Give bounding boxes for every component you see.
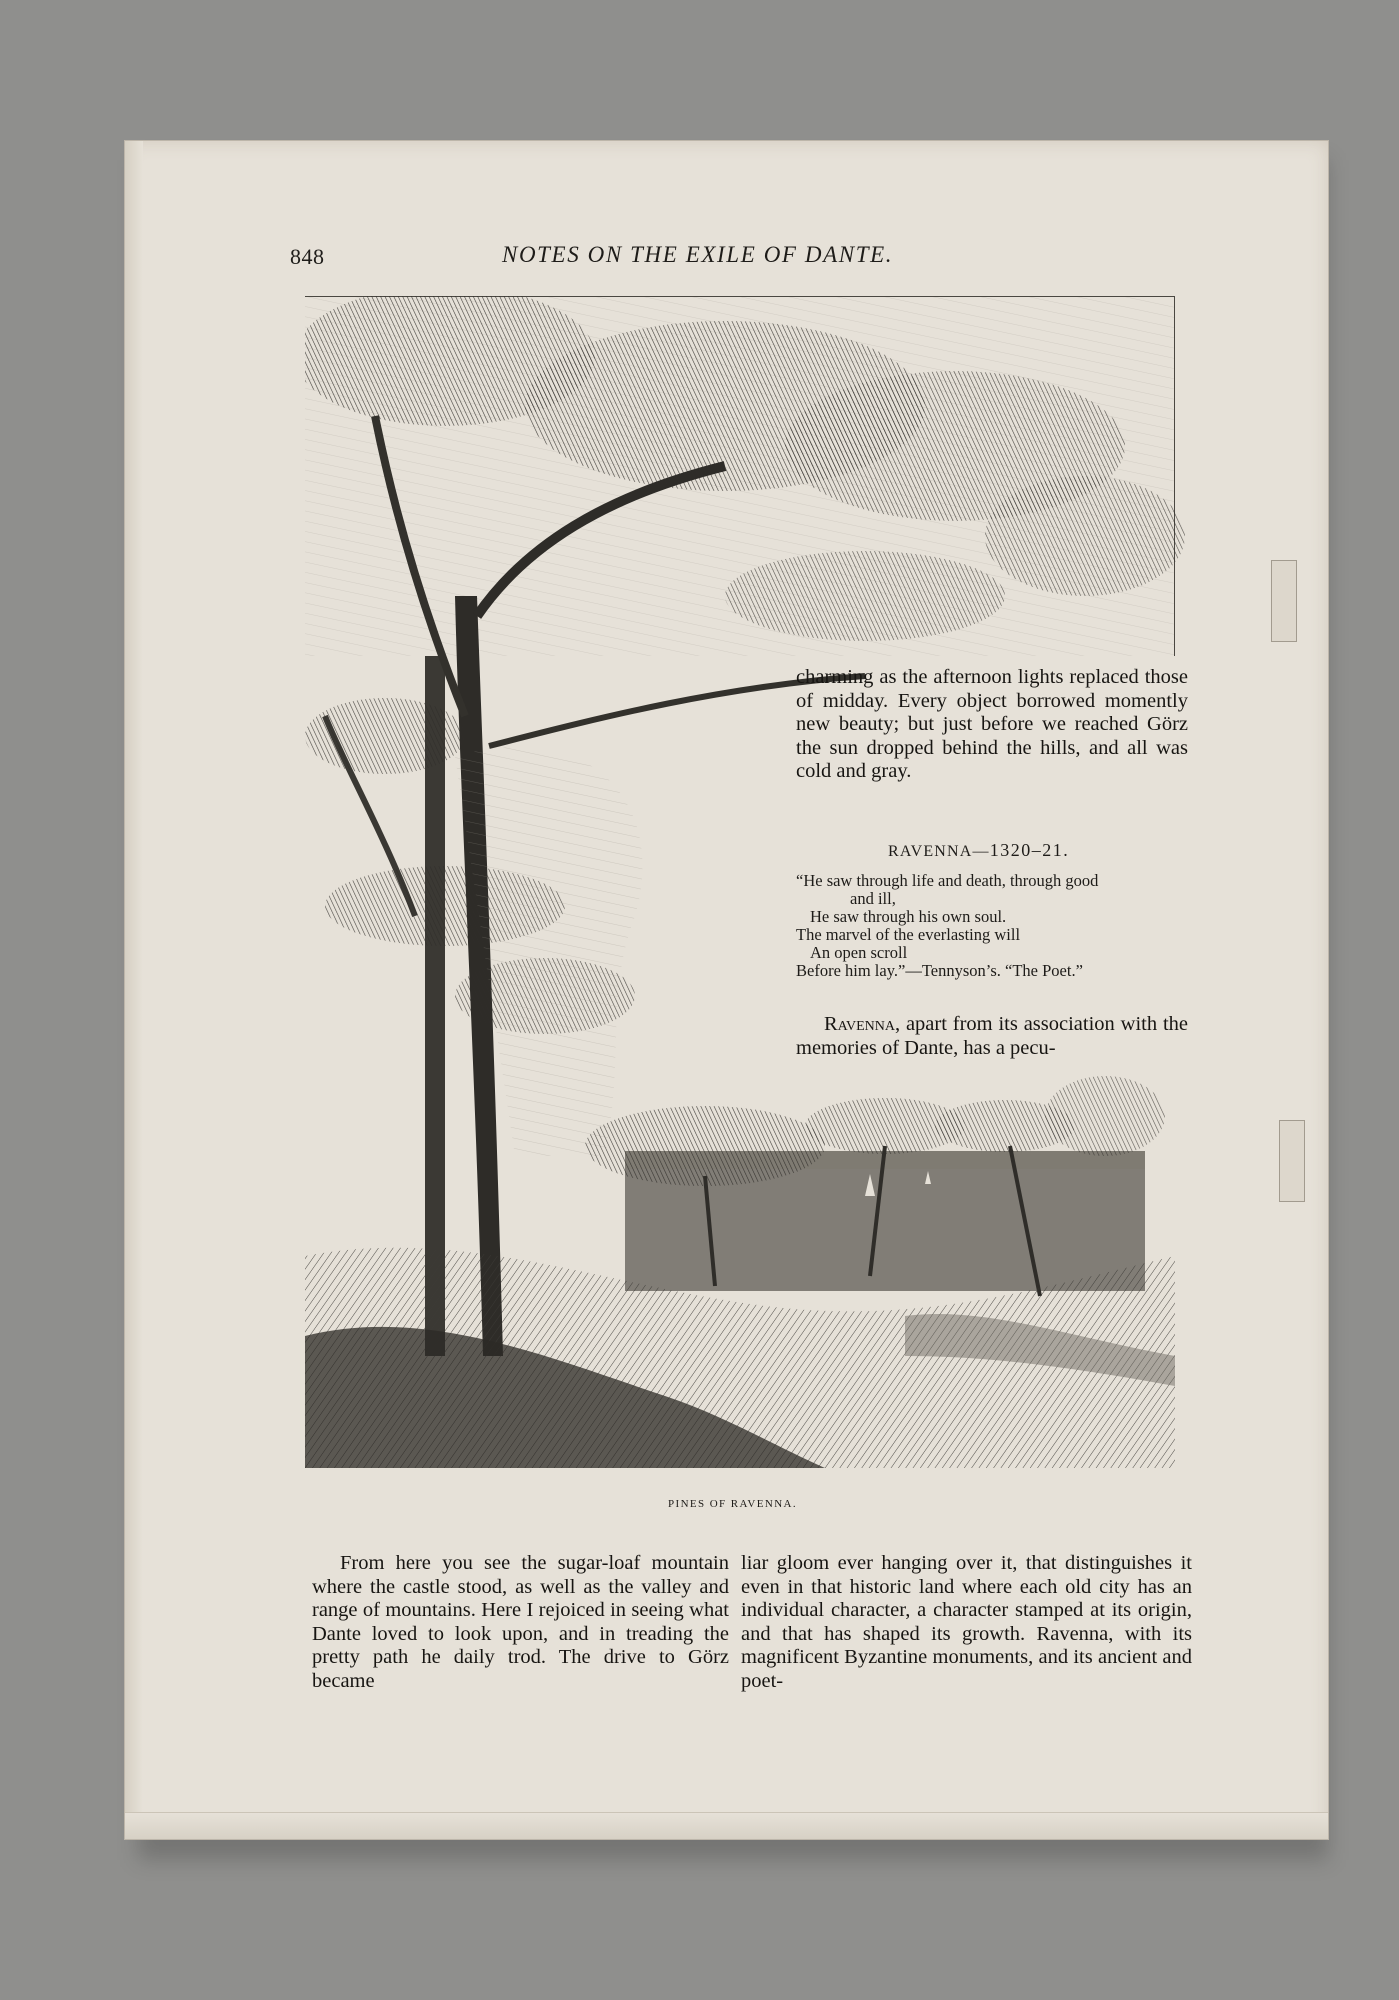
poem-line: Before him lay.”—Tennyson’s. “The Poet.” xyxy=(796,961,1083,980)
poem-line: “He saw through life and death, through good xyxy=(796,871,1099,890)
illustration-caption: PINES OF RAVENNA. xyxy=(668,1498,798,1510)
page-tab-top xyxy=(1271,560,1297,642)
ravenna-paragraph-text: , apart from its association with the memories of Dante, has a pecu- xyxy=(796,1013,1188,1059)
page-left-edge xyxy=(125,141,143,1839)
running-head: NOTES ON THE EXILE OF DANTE. xyxy=(502,242,894,267)
epigraph-poem xyxy=(796,872,1191,980)
bottom-left-column: From here you see the sugar-loaf mountain where the castle stood, as well as the valley and range of mountains. Here I rejoiced in seeing what Dante loved to look upon, and in treading the pretty path he daily trod. The drive to Görz became xyxy=(312,1552,729,1692)
poem-line: He saw through his own soul. xyxy=(810,907,1007,926)
ravenna-lead-word: Ravenna xyxy=(824,1013,895,1035)
poem-line: The marvel of the everlasting will xyxy=(796,925,1021,944)
section-heading-title: RAVENNA— xyxy=(888,843,990,860)
section-heading-date: 1320–21. xyxy=(989,840,1070,860)
continued-paragraph: charming as the afternoon lights replaced those of midday. Every object borrowed momently new beauty; but just before we reached Görz the sun dropped behind the hills, and all was cold and gray. xyxy=(796,666,1188,782)
page-bottom-edge xyxy=(125,1812,1328,1839)
poem-line: An open scroll xyxy=(810,943,908,962)
page-tab-bottom xyxy=(1279,1120,1305,1202)
poem-line: and ill, xyxy=(850,889,896,908)
bottom-right-column: liar gloom ever hanging over it, that distinguishes it even in that historic land where each old city has an individual character, a character stamped at its origin, and that has shaped its growth. Ravenna, with its magnificent Byzantine monuments, and its ancient and poet- xyxy=(741,1552,1192,1692)
page-number: 848 xyxy=(290,244,325,269)
section-heading xyxy=(888,840,1069,861)
ravenna-paragraph xyxy=(796,1013,1188,1060)
